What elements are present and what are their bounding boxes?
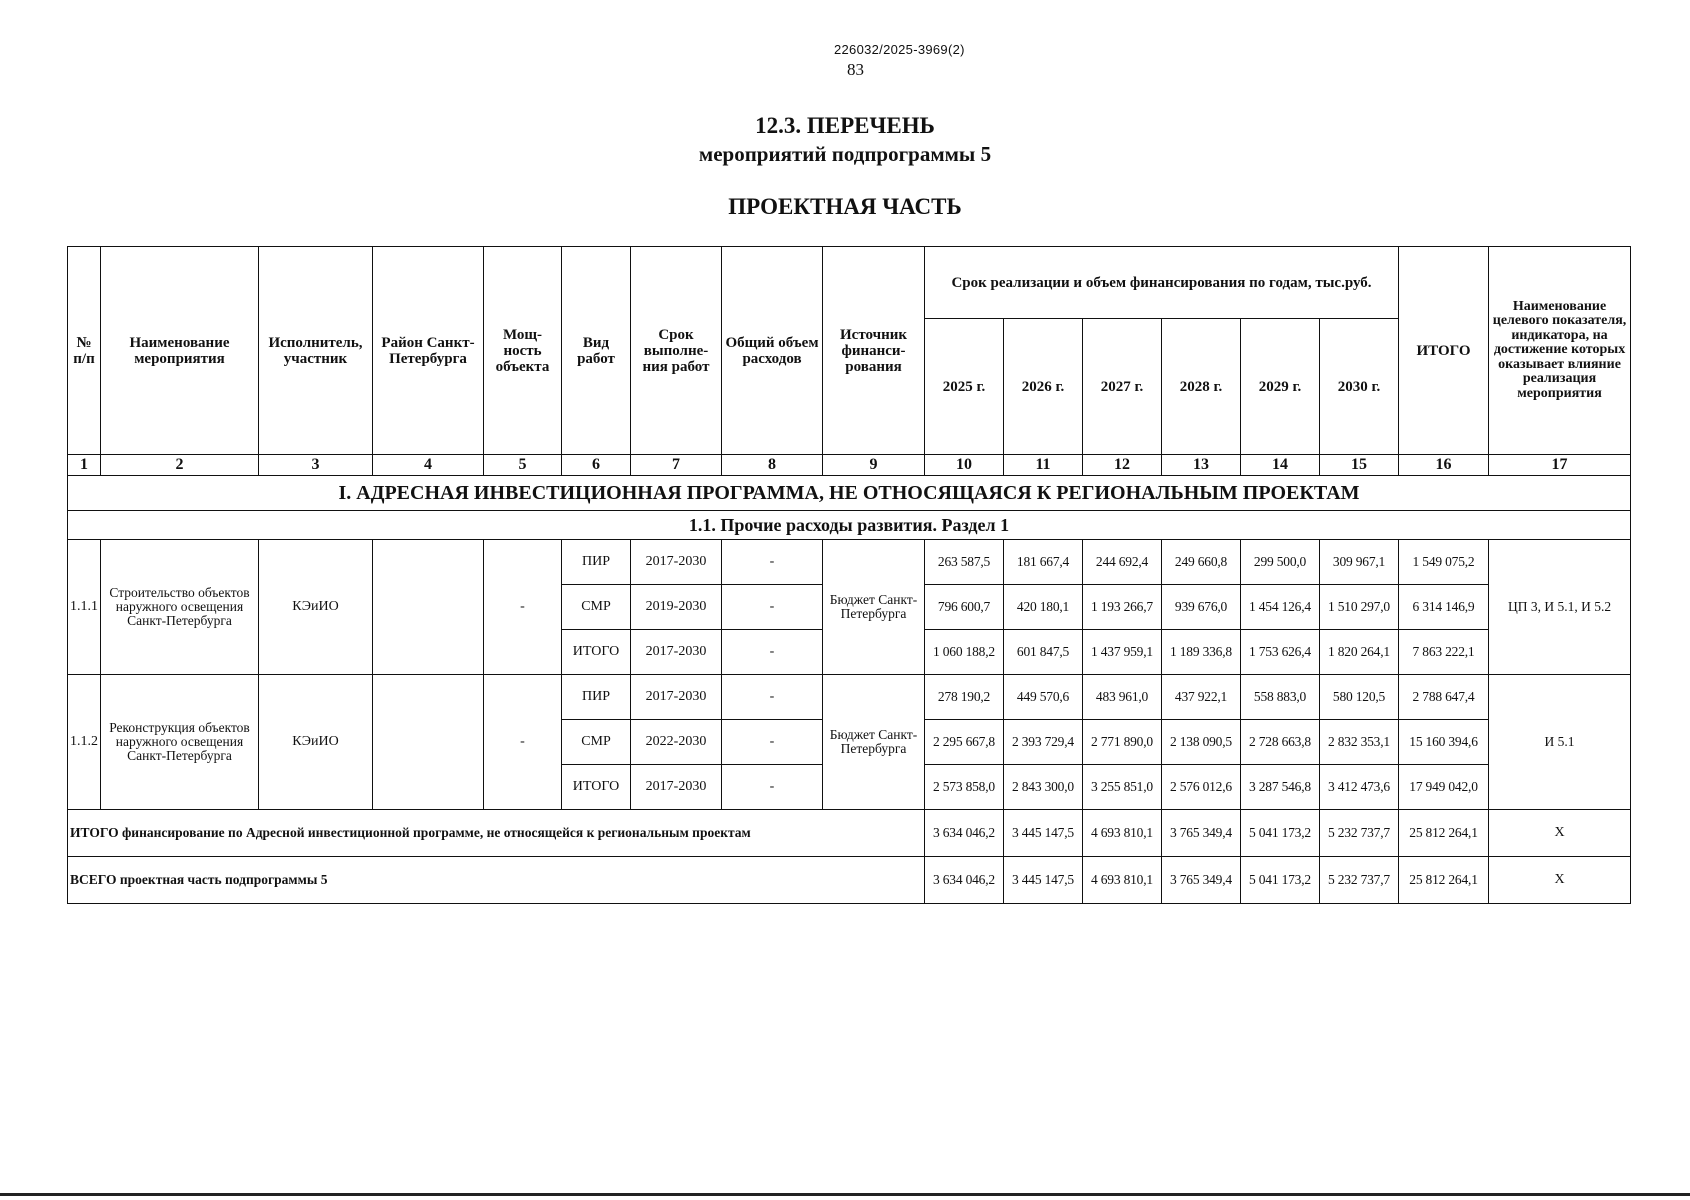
year-value: 449 570,6 bbox=[1004, 675, 1083, 720]
item-indicator: ЦП 3, И 5.1, И 5.2 bbox=[1489, 540, 1631, 675]
year-value: 1 454 126,4 bbox=[1241, 585, 1320, 630]
total-cost: - bbox=[722, 675, 823, 720]
header-num: № п/п bbox=[68, 247, 101, 455]
subsection-title: 1.1. Прочие расходы развития. Раздел 1 bbox=[68, 511, 1631, 540]
year-value: 244 692,4 bbox=[1083, 540, 1162, 585]
row-itogo: 15 160 394,6 bbox=[1399, 720, 1489, 765]
year-value: 1 193 266,7 bbox=[1083, 585, 1162, 630]
year-value: 939 676,0 bbox=[1162, 585, 1241, 630]
item-district bbox=[373, 540, 484, 675]
work-term: 2017-2030 bbox=[631, 765, 722, 810]
year-value: 2 573 858,0 bbox=[925, 765, 1004, 810]
year-value: 420 180,1 bbox=[1004, 585, 1083, 630]
column-number: 15 bbox=[1320, 455, 1399, 476]
column-number: 17 bbox=[1489, 455, 1631, 476]
total-year-value: 3 634 046,2 bbox=[925, 810, 1004, 857]
column-number: 16 bbox=[1399, 455, 1489, 476]
item-district bbox=[373, 675, 484, 810]
item-executor: КЭиИО bbox=[259, 540, 373, 675]
row-itogo: 17 949 042,0 bbox=[1399, 765, 1489, 810]
total-indicator: Х bbox=[1489, 857, 1631, 904]
header-source: Источник финанси-рования bbox=[823, 247, 925, 455]
work-term: 2017-2030 bbox=[631, 675, 722, 720]
year-value: 249 660,8 bbox=[1162, 540, 1241, 585]
total-year-value: 5 232 737,7 bbox=[1320, 857, 1399, 904]
work-type: ПИР bbox=[562, 540, 631, 585]
total-cost: - bbox=[722, 585, 823, 630]
total-year-value: 4 693 810,1 bbox=[1083, 810, 1162, 857]
header-executor: Исполнитель, участник bbox=[259, 247, 373, 455]
year-value: 601 847,5 bbox=[1004, 630, 1083, 675]
column-number-row bbox=[68, 455, 1631, 476]
year-value: 3 255 851,0 bbox=[1083, 765, 1162, 810]
column-number: 10 bbox=[925, 455, 1004, 476]
total-indicator: Х bbox=[1489, 810, 1631, 857]
header-total-cost: Общий объем расходов bbox=[722, 247, 823, 455]
total-itogo: 25 812 264,1 bbox=[1399, 810, 1489, 857]
column-number: 1 bbox=[68, 455, 101, 476]
total-row bbox=[68, 857, 1631, 904]
year-value: 181 667,4 bbox=[1004, 540, 1083, 585]
year-value: 483 961,0 bbox=[1083, 675, 1162, 720]
year-value: 1 060 188,2 bbox=[925, 630, 1004, 675]
year-value: 2 295 667,8 bbox=[925, 720, 1004, 765]
row-itogo: 7 863 222,1 bbox=[1399, 630, 1489, 675]
total-year-value: 4 693 810,1 bbox=[1083, 857, 1162, 904]
item-name: Реконструкция объектов наружного освещения Санкт-Петербурга bbox=[101, 675, 259, 810]
item-source: Бюджет Санкт-Петербурга bbox=[823, 675, 925, 810]
row-itogo: 1 549 075,2 bbox=[1399, 540, 1489, 585]
work-term: 2017-2030 bbox=[631, 630, 722, 675]
page-number: 83 bbox=[847, 60, 864, 79]
year-value: 1 189 336,8 bbox=[1162, 630, 1241, 675]
section-heading: ПРОЕКТНАЯ ЧАСТЬ bbox=[728, 194, 962, 219]
year-value: 1 510 297,0 bbox=[1320, 585, 1399, 630]
row-itogo: 2 788 647,4 bbox=[1399, 675, 1489, 720]
item-name: Строительство объектов наружного освещения Санкт-Петербурга bbox=[101, 540, 259, 675]
header-name: Наименование мероприятия bbox=[101, 247, 259, 455]
year-value: 3 412 473,6 bbox=[1320, 765, 1399, 810]
total-year-value: 3 445 147,5 bbox=[1004, 810, 1083, 857]
year-value: 263 587,5 bbox=[925, 540, 1004, 585]
header-year: 2027 г. bbox=[1083, 319, 1162, 455]
year-value: 2 843 300,0 bbox=[1004, 765, 1083, 810]
year-value: 299 500,0 bbox=[1241, 540, 1320, 585]
total-year-value: 3 634 046,2 bbox=[925, 857, 1004, 904]
total-year-value: 5 232 737,7 bbox=[1320, 810, 1399, 857]
total-cost: - bbox=[722, 630, 823, 675]
measures-table bbox=[67, 246, 1631, 904]
year-value: 2 576 012,6 bbox=[1162, 765, 1241, 810]
column-number: 5 bbox=[484, 455, 562, 476]
header-term: Срок выполне-ния работ bbox=[631, 247, 722, 455]
header-years-group: Срок реализации и объем финансирования по годам, тыс.руб. bbox=[925, 247, 1399, 319]
section-row bbox=[68, 476, 1631, 511]
item-capacity: - bbox=[484, 675, 562, 810]
item-executor: КЭиИО bbox=[259, 675, 373, 810]
column-number: 7 bbox=[631, 455, 722, 476]
year-value: 309 967,1 bbox=[1320, 540, 1399, 585]
work-type: ПИР bbox=[562, 675, 631, 720]
total-year-value: 3 445 147,5 bbox=[1004, 857, 1083, 904]
work-type: СМР bbox=[562, 585, 631, 630]
header-itogo: ИТОГО bbox=[1399, 247, 1489, 455]
work-term: 2022-2030 bbox=[631, 720, 722, 765]
work-term: 2019-2030 bbox=[631, 585, 722, 630]
total-cost: - bbox=[722, 720, 823, 765]
year-value: 1 820 264,1 bbox=[1320, 630, 1399, 675]
total-year-value: 3 765 349,4 bbox=[1162, 857, 1241, 904]
column-number: 14 bbox=[1241, 455, 1320, 476]
year-value: 2 138 090,5 bbox=[1162, 720, 1241, 765]
header-year: 2025 г. bbox=[925, 319, 1004, 455]
year-value: 278 190,2 bbox=[925, 675, 1004, 720]
work-type: ИТОГО bbox=[562, 630, 631, 675]
year-value: 2 393 729,4 bbox=[1004, 720, 1083, 765]
item-source: Бюджет Санкт-Петербурга bbox=[823, 540, 925, 675]
year-value: 2 832 353,1 bbox=[1320, 720, 1399, 765]
column-number: 9 bbox=[823, 455, 925, 476]
year-value: 1 753 626,4 bbox=[1241, 630, 1320, 675]
work-term: 2017-2030 bbox=[631, 540, 722, 585]
header-work-type: Вид работ bbox=[562, 247, 631, 455]
total-row bbox=[68, 810, 1631, 857]
year-value: 1 437 959,1 bbox=[1083, 630, 1162, 675]
year-value: 437 922,1 bbox=[1162, 675, 1241, 720]
column-number: 13 bbox=[1162, 455, 1241, 476]
header-year: 2028 г. bbox=[1162, 319, 1241, 455]
table-row bbox=[68, 675, 1631, 720]
column-number: 11 bbox=[1004, 455, 1083, 476]
item-number: 1.1.1 bbox=[68, 540, 101, 675]
total-cost: - bbox=[722, 765, 823, 810]
column-number: 3 bbox=[259, 455, 373, 476]
column-number: 6 bbox=[562, 455, 631, 476]
year-value: 558 883,0 bbox=[1241, 675, 1320, 720]
header-year: 2029 г. bbox=[1241, 319, 1320, 455]
work-type: ИТОГО bbox=[562, 765, 631, 810]
document-number: 226032/2025-3969(2) bbox=[834, 42, 965, 57]
subsection-row bbox=[68, 511, 1631, 540]
year-value: 796 600,7 bbox=[925, 585, 1004, 630]
row-itogo: 6 314 146,9 bbox=[1399, 585, 1489, 630]
grand-total-label: ВСЕГО проектная часть подпрограммы 5 bbox=[68, 857, 925, 904]
year-value: 3 287 546,8 bbox=[1241, 765, 1320, 810]
header-capacity: Мощ-ность объекта bbox=[484, 247, 562, 455]
year-value: 580 120,5 bbox=[1320, 675, 1399, 720]
total-cost: - bbox=[722, 540, 823, 585]
year-value: 2 771 890,0 bbox=[1083, 720, 1162, 765]
total-year-value: 5 041 173,2 bbox=[1241, 857, 1320, 904]
header-indicator: Наименование целевого показателя, индикатора, на достижение которых оказывает влияние реализация мероприятия bbox=[1489, 247, 1631, 455]
section-title: I. АДРЕСНАЯ ИНВЕСТИЦИОННАЯ ПРОГРАММА, НЕ ОТНОСЯЩАЯСЯ К РЕГИОНАЛЬНЫМ ПРОЕКТАМ bbox=[68, 476, 1631, 511]
table-row bbox=[68, 540, 1631, 585]
column-number: 8 bbox=[722, 455, 823, 476]
header-district: Район Санкт-Петербурга bbox=[373, 247, 484, 455]
header-year: 2030 г. bbox=[1320, 319, 1399, 455]
document-title: 12.3. ПЕРЕЧЕНЬ bbox=[755, 113, 935, 138]
header-year: 2026 г. bbox=[1004, 319, 1083, 455]
item-indicator: И 5.1 bbox=[1489, 675, 1631, 810]
total-itogo: 25 812 264,1 bbox=[1399, 857, 1489, 904]
column-number: 2 bbox=[101, 455, 259, 476]
item-number: 1.1.2 bbox=[68, 675, 101, 810]
column-number: 12 bbox=[1083, 455, 1162, 476]
work-type: СМР bbox=[562, 720, 631, 765]
document-subtitle: мероприятий подпрограммы 5 bbox=[698, 142, 992, 166]
total-year-value: 3 765 349,4 bbox=[1162, 810, 1241, 857]
item-capacity: - bbox=[484, 540, 562, 675]
total-label: ИТОГО финансирование по Адресной инвестиционной программе, не относящейся к региональным проектам bbox=[68, 810, 925, 857]
column-number: 4 bbox=[373, 455, 484, 476]
year-value: 2 728 663,8 bbox=[1241, 720, 1320, 765]
total-year-value: 5 041 173,2 bbox=[1241, 810, 1320, 857]
